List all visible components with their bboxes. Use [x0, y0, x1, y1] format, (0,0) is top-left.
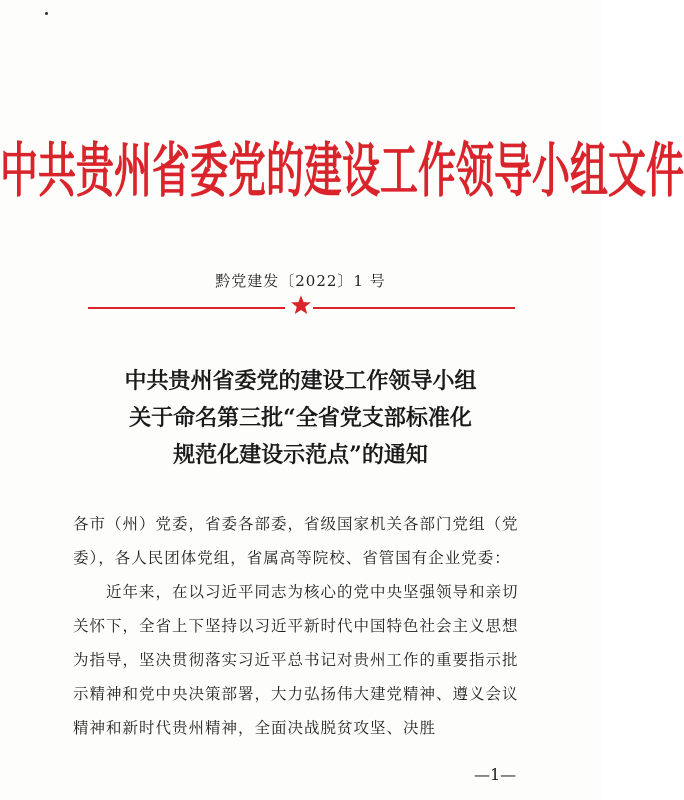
red-star-icon [290, 294, 312, 316]
page-number: —1— [474, 765, 517, 784]
notice-title [0, 363, 601, 474]
issuer-header: 中共贵州省委党的建设工作领导小组文件 [0, 135, 684, 206]
scan-speck [45, 12, 48, 15]
document-number: 黔党建发〔2022〕1 号 [215, 272, 386, 290]
red-divider-right [313, 307, 515, 309]
red-divider-left [88, 307, 285, 309]
title-line: 规范化建设示范点”的通知 [173, 442, 428, 468]
body-paragraph: 近年来，在以习近平同志为核心的党中央坚强领导和亲切关怀下，全省上下坚持以习近平新时代中国特色社会主义思想为指导，坚决贯彻落实习近平总书记对贵州工作的重要指示批示精神和党中央决策部署，大力弘扬伟大建党精神、遵义会议精神和新时代贵州精神，全面决战脱贫攻坚、决胜 [73, 583, 519, 737]
title-line: 关于命名第三批“全省党支部标准化 [129, 405, 472, 431]
notice-body [73, 507, 523, 745]
title-line: 中共贵州省委党的建设工作领导小组 [124, 368, 477, 394]
recipients-paragraph: 各市（州）党委，省委各部委，省级国家机关各部门党组（党委），各人民团体党组，省属高等院校、省管国有企业党委： [73, 515, 519, 567]
